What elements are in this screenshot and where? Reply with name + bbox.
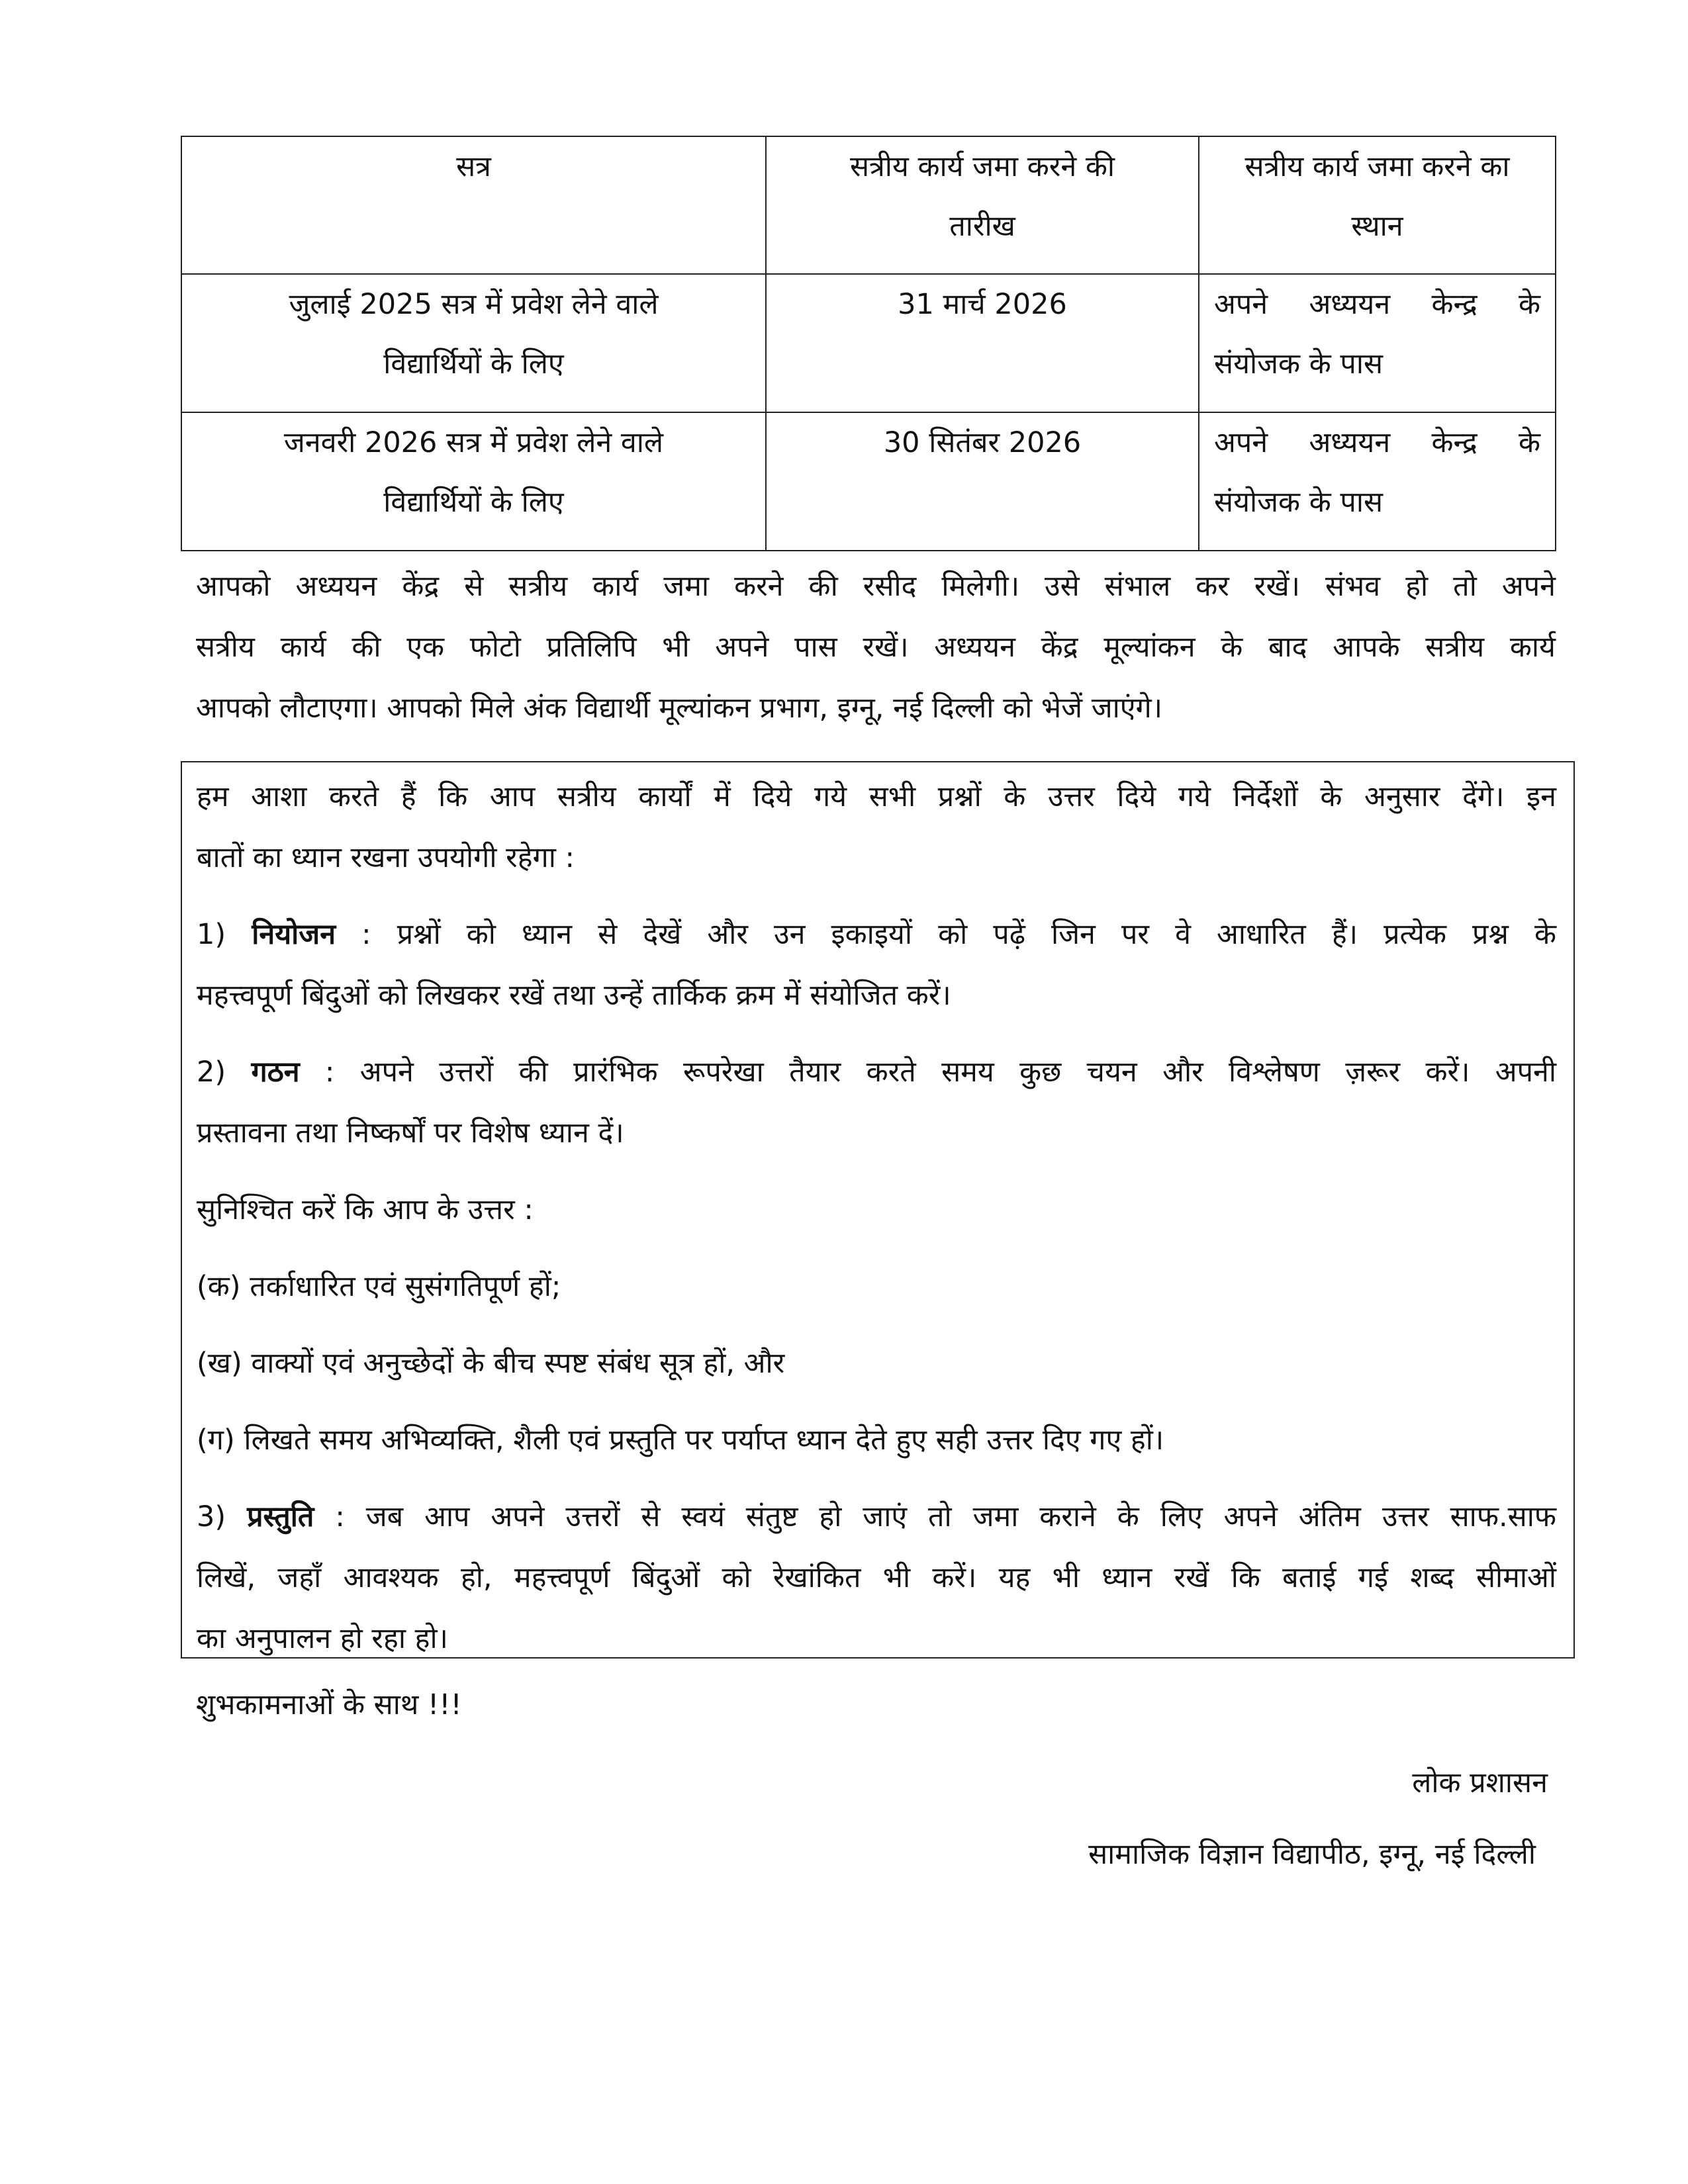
signature-department: लोक प्रशासन <box>1412 1766 1548 1799</box>
submission-schedule-table <box>181 136 1556 551</box>
table-row <box>181 412 1556 551</box>
table-header-row <box>181 136 1556 274</box>
planning-heading: नियोजन <box>252 918 336 951</box>
table-row <box>181 274 1556 412</box>
list-item: (ग) लिखते समय अभिव्यक्ति, शैली एवं प्रस्तुति पर पर्याप्त ध्यान देते हुए सही उत्तर दिए गए हों। <box>197 1424 1164 1457</box>
header-submission-date: सत्रीय कार्य जमा करने की तारीख <box>766 136 1199 274</box>
cell-date: 31 मार्च 2026 <box>766 274 1199 412</box>
organization-heading: गठन <box>251 1056 300 1089</box>
instructions-box <box>181 761 1575 1659</box>
list-item: (ख) वाक्यों एवं अनुच्छेदों के बीच स्पष्ट संबंध सूत्र हों, और <box>197 1347 785 1380</box>
cell-session: जनवरी 2026 सत्र में प्रवेश लेने वाले विद्यार्थियों के लिए <box>181 412 766 551</box>
signature-school: सामाजिक विज्ञान विद्यापीठ, इग्नू, नई दिल्ली <box>1088 1838 1536 1871</box>
organization-section: 2) गठन : अपने उत्तरों की प्रारंभिक रूपरेखा तैयार करते समय कुछ चयन और विश्लेषण ज़रूर करें। अपनी प्रस्तावना तथा निष्कर्षों पर विशेष ध्यान दें। <box>197 1056 1557 1150</box>
cell-date: 30 सितंबर 2026 <box>766 412 1199 551</box>
ensure-line: सुनिश्चित करें कि आप के उत्तर : <box>197 1193 534 1226</box>
cell-place: अपने अध्ययन केन्द्र के संयोजक के पास <box>1199 274 1556 412</box>
presentation-heading: प्रस्तुति <box>247 1500 314 1533</box>
instructions-intro: हम आशा करते हैं कि आप सत्रीय कार्यों में दिये गये सभी प्रश्नों के उत्तर दिये गये निर्देशों के अनुसार देंगे। इन बातों का ध्यान रखना उपयोगी रहेगा : <box>197 780 1556 874</box>
header-submission-place: सत्रीय कार्य जमा करने का स्थान <box>1199 136 1556 274</box>
cell-place: अपने अध्ययन केन्द्र के संयोजक के पास <box>1199 412 1556 551</box>
cell-session: जुलाई 2025 सत्र में प्रवेश लेने वाले विद्यार्थियों के लिए <box>181 274 766 412</box>
header-session: सत्र <box>181 136 766 274</box>
closing-wishes: शुभकामनाओं के साथ !!! <box>196 1688 462 1721</box>
presentation-section: 3) प्रस्तुति : जब आप अपने उत्तरों से स्वयं संतुष्ट हो जाएं तो जमा कराने के लिए अपने अंतिम उत्तर साफ.साफ लिखें, जहाँ आवश्यक हो, महत्त्वपूर्ण बिंदुओं को रेखांकित भी करें। यह भी ध्यान रखें कि बताई गई शब्द सीमाओं का अनुपालन हो रहा हो। <box>197 1500 1557 1655</box>
list-item: (क) तर्काधारित एवं सुसंगतिपूर्ण हों; <box>197 1270 561 1303</box>
receipt-paragraph: आपको अध्ययन केंद्र से सत्रीय कार्य जमा करने की रसीद मिलेगी। उसे संभाल कर रखें। संभव हो तो अपने सत्रीय कार्य की एक फोटो प्रतिलिपि भी अपने पास रखें। अध्ययन केंद्र मूल्यांकन के बाद आपके सत्रीय कार्य आपको लौटाएगा। आपको मिले अंक विद्यार्थी मूल्यांकन प्रभाग, इग्नू, नई दिल्ली को भेजें जाएंगे। <box>196 570 1556 725</box>
planning-section: 1) नियोजन : प्रश्नों को ध्यान से देखें और उन इकाइयों को पढ़ें जिन पर वे आधारित हैं। प्रत्येक प्रश्न के महत्त्वपूर्ण बिंदुओं को लिखकर रखें तथा उन्हें तार्किक क्रम में संयोजित करें। <box>197 918 1557 1012</box>
